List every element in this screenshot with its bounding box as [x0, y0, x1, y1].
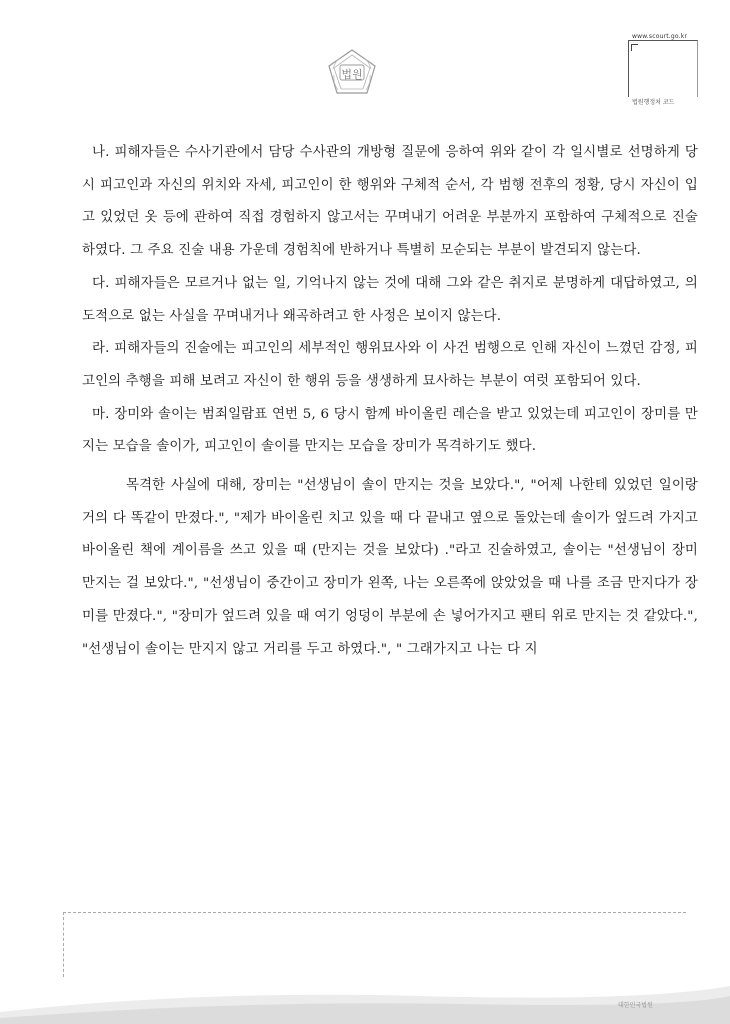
paragraph-da: 다. 피해자들은 모르거나 없는 일, 기억나지 않는 것에 대해 그와 같은 취지로 분명하게 대답하였고, 의도적으로 없는 사실을 꾸며내거나 왜곡하려고 한 사정은 보이지 않는다.	[82, 275, 698, 324]
qr-code-box	[628, 40, 698, 97]
footer-label: 대한민국법원	[618, 1002, 653, 1009]
paragraph-na: 나. 피해자들은 수사기관에서 담당 수사관의 개방형 질문에 응하여 위와 같이 각 일시별로 선명하게 당시 피고인과 자신의 위치와 자세, 피고인이 한 행위와 구체적 순서, 각 범행 전후의 정황, 당시 자신이 입고 있었던 옷 등에 관하여 직접 경험하지 않고서는 꾸며내기 어려운 부분까지 포함하여 구체적으로 진술하였다. 그 주요 진술 내용 가운데 경험칙에 반하거나 특별히 모순되는 부분이 발견되지 않는다.	[82, 145, 698, 259]
qr-label: 법원행정처 코드	[632, 99, 675, 106]
court-url: www.scourt.go.kr	[632, 33, 688, 40]
document-body	[82, 137, 698, 666]
paragraph-witness-statements: 목격한 사실에 대해, 장미는 "선생님이 솔이 만지는 것을 보았다.", "어제 나한테 있었던 일이랑 거의 다 똑같이 만졌다.", "제가 바이올린 치고 있을 때 다 끝내고 옆으로 돌았는데 솔이가 엎드려 가지고 바이올린 책에 계이름을 쓰고 있을 때 (만지는 것을 보았다) ."라고 진술하였고, 솔이는 "선생님이 장미 만지는 걸 보았다.", "선생님이 중간이고 장미가 왼쪽, 나는 오른쪽에 앉았었을 때 나를 조금 만지다가 장미를 만졌다.", "장미가 엎드려 있을 때 여기 엉덩이 부분에 손 넣어가지고 팬티 위로 만지는 것 같았다.", "선생님이 솔이는 만지지 않고 거리를 두고 하였다.", " 그래가지고 나는 다 지	[82, 478, 698, 657]
court-seal	[325, 47, 379, 101]
bottom-dashed-box	[63, 912, 686, 977]
paragraph-ma: 마. 장미와 솔이는 범죄일람표 연번 5, 6 당시 함께 바이올린 레슨을 받고 있었는데 피고인이 장미를 만지는 모습을 솔이가, 피고인이 솔이를 만지는 모습을 장미가 목격하기도 했다.	[82, 406, 698, 455]
seal-text: 법원	[341, 68, 363, 81]
paragraph-ra: 라. 피해자들의 진술에는 피고인의 세부적인 행위묘사와 이 사건 범행으로 인해 자신이 느꼈던 감정, 피고인의 추행을 피해 보려고 자신이 한 행위 등을 생생하게 묘사하는 부분이 여럿 포함되어 있다.	[82, 341, 698, 389]
qr-corner-mark	[631, 44, 638, 51]
